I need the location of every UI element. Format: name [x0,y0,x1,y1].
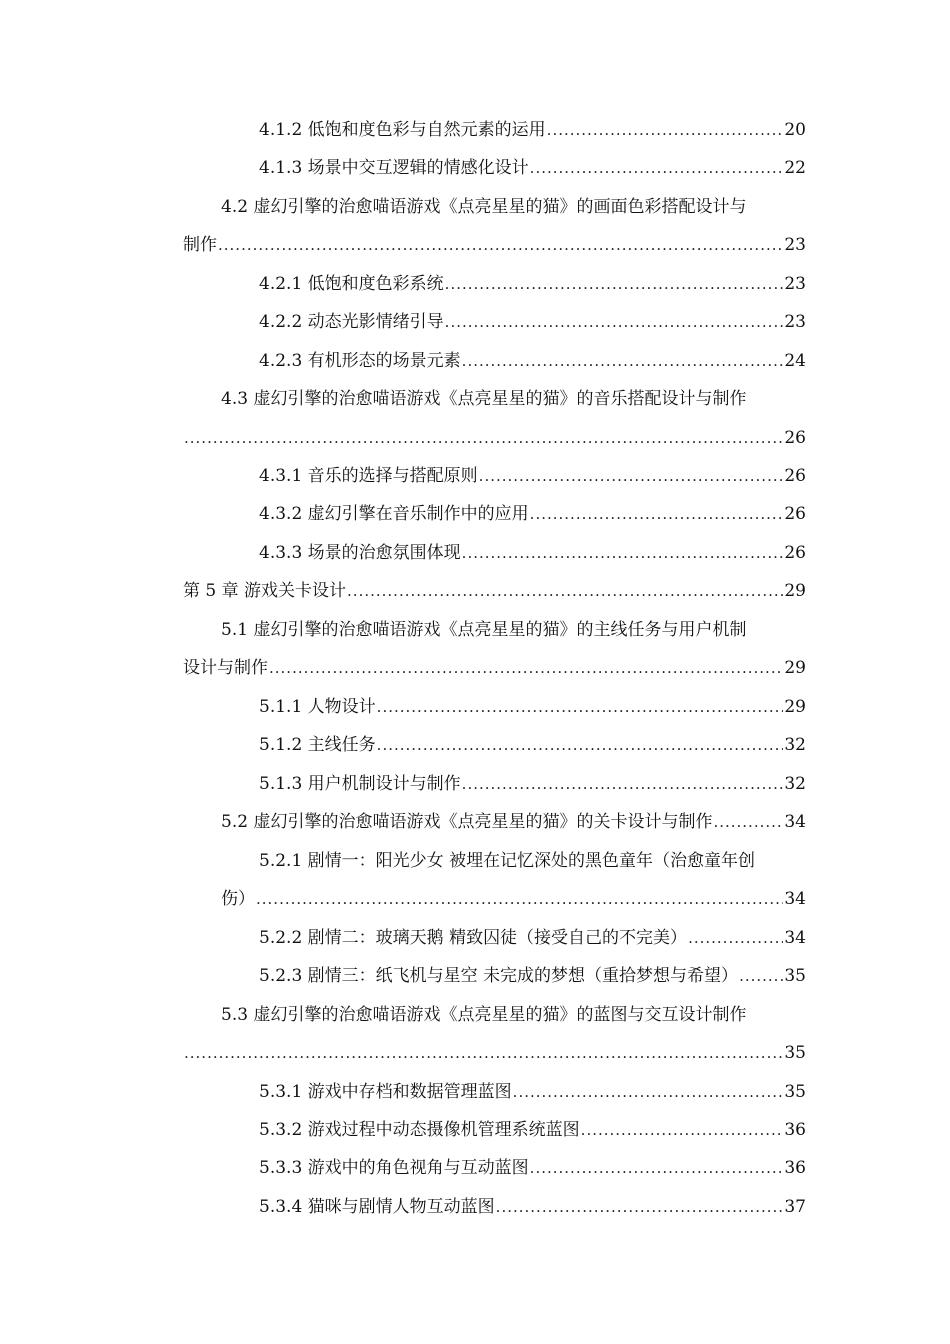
dot-leader [462,541,784,565]
toc-entry[interactable] [259,156,806,180]
toc-entry[interactable] [259,964,806,988]
toc-page-number: 26 [784,428,806,448]
toc-page-number: 29 [784,697,806,717]
toc-page-number: 29 [784,581,806,601]
dot-leader [581,1118,784,1142]
toc-entry-title: 4.1.2 低饱和度色彩与自然元素的运用 [259,120,546,140]
toc-entry[interactable] [221,810,806,834]
toc-page-number: 32 [784,774,806,794]
dot-leader [688,926,783,950]
dot-leader [256,887,783,911]
toc-entry-title: 5.2 虚幻引擎的治愈喵语游戏《点亮星星的猫》的关卡设计与制作 [221,812,713,832]
toc-entry-title[interactable]: 4.2 虚幻引擎的治愈喵语游戏《点亮星星的猫》的画面色彩搭配设计与 [221,197,747,217]
toc-entry-title: 伤） [221,889,255,909]
dot-leader [184,426,783,450]
toc-entry-title: 5.1.2 主线任务 [259,735,376,755]
toc-entry-title: 5.2.2 剧情二：玻璃天鹅 精致囚徒（接受自己的不完美） [259,928,688,948]
toc-page-number: 35 [784,966,806,986]
toc-page-number: 32 [784,735,806,755]
dot-leader [739,964,783,988]
dot-leader [377,733,784,757]
dot-leader [547,118,784,142]
toc-entry[interactable] [183,426,806,450]
toc-page-number: 26 [784,504,806,524]
dot-leader [462,349,784,373]
dot-leader [445,310,784,334]
toc-entry-title: 4.1.3 场景中交互逻辑的情感化设计 [259,158,529,178]
toc-page-number: 23 [784,235,806,255]
toc-page-number: 36 [784,1158,806,1178]
toc-entry[interactable] [259,772,806,796]
toc-entry-title: 5.3.3 游戏中的角色视角与互动蓝图 [259,1158,529,1178]
dot-leader [713,810,783,834]
toc-entry[interactable] [259,1195,806,1219]
toc-entry-title: 5.1.3 用户机制设计与制作 [259,774,461,794]
toc-page-number: 29 [784,658,806,678]
toc-entry-title: 4.2.3 有机形态的场景元素 [259,351,461,371]
toc-page-number: 34 [784,812,806,832]
toc-entry[interactable] [259,118,806,142]
dot-leader [184,1041,783,1065]
toc-entry-title: 5.3.2 游戏过程中动态摄像机管理系统蓝图 [259,1120,580,1140]
dot-leader [530,156,784,180]
toc-page-number: 26 [784,466,806,486]
toc-entry[interactable] [183,233,806,257]
toc-page-number: 23 [784,274,806,294]
toc-entry[interactable] [221,887,806,911]
toc-entry[interactable] [259,310,806,334]
dot-leader [513,1080,784,1104]
toc-entry[interactable] [259,695,806,719]
toc-entry-title: 4.3.1 音乐的选择与搭配原则 [259,466,478,486]
toc-entry[interactable] [259,1156,806,1180]
toc-entry[interactable] [259,272,806,296]
toc-entry-title: 5.2.3 剧情三：纸飞机与星空 未完成的梦想（重拾梦想与希望） [259,966,739,986]
toc-entry[interactable] [259,541,806,565]
dot-leader [462,772,784,796]
toc-page-number: 23 [784,312,806,332]
toc-entry-title: 4.2.2 动态光影情绪引导 [259,312,444,332]
dot-leader [479,464,784,488]
toc-page-number: 37 [784,1197,806,1217]
toc-entry-title: 5.1.1 人物设计 [259,697,376,717]
toc-entry[interactable] [259,926,806,950]
toc-entry[interactable] [259,1118,806,1142]
dot-leader [530,502,784,526]
toc-page-number: 34 [784,889,806,909]
toc-page-number: 20 [784,120,806,140]
toc-entry-title[interactable]: 5.1 虚幻引擎的治愈喵语游戏《点亮星星的猫》的主线任务与用户机制 [221,620,747,640]
toc-page-number: 35 [784,1082,806,1102]
toc-page-number: 34 [784,928,806,948]
toc-entry[interactable] [259,502,806,526]
toc-entry[interactable] [183,1041,806,1065]
toc-page-number: 36 [784,1120,806,1140]
dot-leader [377,695,784,719]
toc-entry[interactable] [183,656,806,680]
toc-page-number: 26 [784,543,806,563]
dot-leader [347,579,783,603]
toc-entry[interactable] [259,464,806,488]
toc-entry[interactable] [259,733,806,757]
dot-leader [218,233,783,257]
dot-leader [530,1156,784,1180]
toc-entry-title[interactable]: 4.3 虚幻引擎的治愈喵语游戏《点亮星星的猫》的音乐搭配设计与制作 [221,389,747,409]
toc-entry-title: 5.3.1 游戏中存档和数据管理蓝图 [259,1082,512,1102]
toc-page-number: 24 [784,351,806,371]
toc-entry-title: 设计与制作 [183,658,268,678]
dot-leader [269,656,783,680]
toc-page-number: 22 [784,158,806,178]
toc-entry-title[interactable]: 5.3 虚幻引擎的治愈喵语游戏《点亮星星的猫》的蓝图与交互设计制作 [221,1005,747,1025]
dot-leader [496,1195,784,1219]
toc-entry-title: 5.3.4 猫咪与剧情人物互动蓝图 [259,1197,495,1217]
toc-page-number: 35 [784,1043,806,1063]
toc-entry-title: 制作 [183,235,217,255]
toc-entry-title: 4.3.2 虚幻引擎在音乐制作中的应用 [259,504,529,524]
toc-entry-title: 第 5 章 游戏关卡设计 [183,581,347,601]
toc-entry[interactable] [259,349,806,373]
toc-entry[interactable] [183,579,806,603]
dot-leader [445,272,784,296]
toc-entry-title[interactable]: 5.2.1 剧情一：阳光少女 被埋在记忆深处的黑色童年（治愈童年创 [259,851,756,871]
toc-entry-title: 4.3.3 场景的治愈氛围体现 [259,543,461,563]
toc-entry[interactable] [259,1080,806,1104]
toc-entry-title: 4.2.1 低饱和度色彩系统 [259,274,444,294]
